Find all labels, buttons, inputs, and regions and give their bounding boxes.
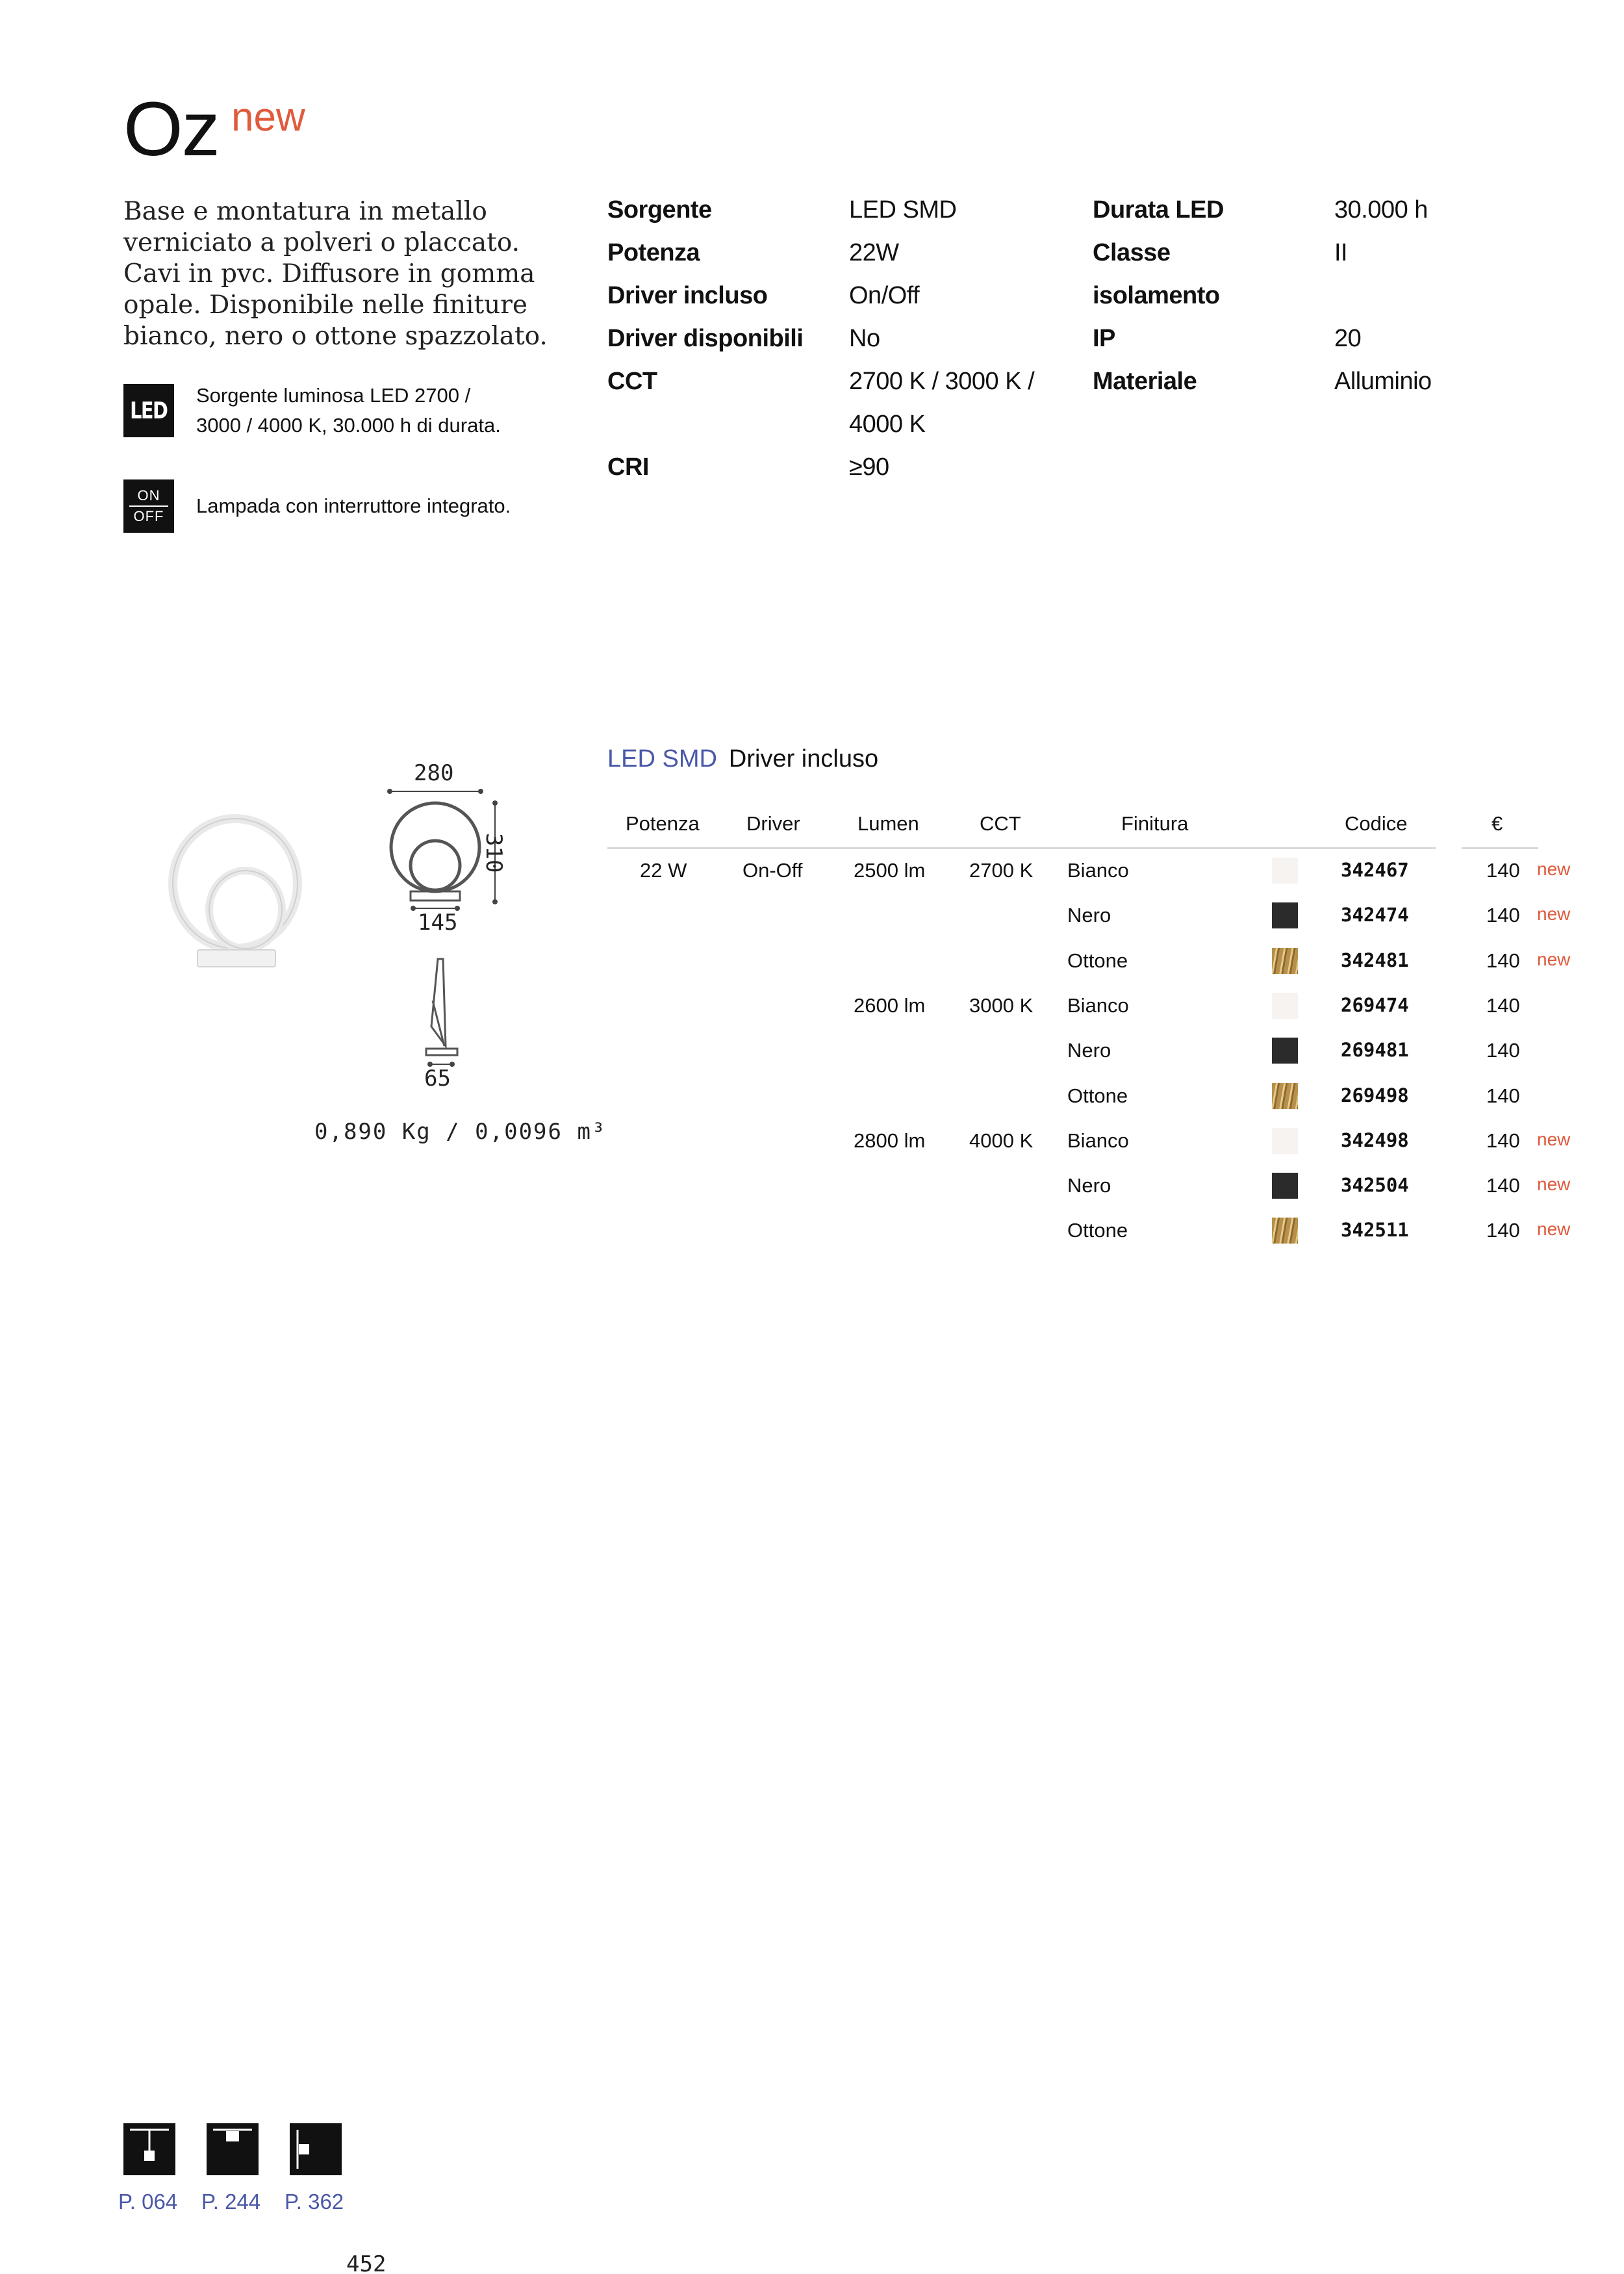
dim-width: 280 [414, 760, 454, 786]
product-title: Oz [123, 86, 219, 172]
finish-swatch-brass [1272, 1218, 1298, 1244]
spec-row: Durata LED 30.000 h [1093, 196, 1428, 224]
header-driver: Driver [746, 812, 800, 835]
cell-cct: 3000 K [969, 994, 1034, 1017]
cell-finitura: Nero [1067, 904, 1111, 926]
spec-row: Driver incluso On/Off [607, 282, 920, 309]
cell-codice: 269481 [1341, 1039, 1409, 1061]
spec-row: Potenza 22W [607, 239, 899, 266]
spec-row: Classe II [1093, 239, 1348, 266]
cell-finitura: Ottone [1067, 1084, 1128, 1107]
ceiling-lamp-icon[interactable] [207, 2123, 259, 2175]
cell-finitura: Nero [1067, 1174, 1111, 1197]
cell-lumen: 2600 lm [854, 994, 926, 1017]
cell-driver: On-Off [742, 859, 803, 882]
on-off-switch-icon: ON OFF [123, 479, 174, 533]
header-divider [607, 847, 1436, 849]
new-badge: new [1537, 859, 1571, 879]
cell-prezzo: 140 [1486, 904, 1520, 926]
cell-finitura: Ottone [1067, 1219, 1128, 1242]
page-number: 452 [346, 2251, 387, 2274]
header-cct: CCT [980, 812, 1021, 835]
header-finitura: Finitura [1121, 812, 1189, 835]
cell-cct: 4000 K [969, 1129, 1034, 1152]
table-title [607, 745, 878, 773]
pendant-lamp-icon[interactable] [123, 2123, 175, 2175]
table-title-source: LED SMD [607, 745, 717, 773]
feature-onoff [123, 479, 511, 533]
cell-codice: 342504 [1341, 1174, 1409, 1196]
cell-prezzo: 140 [1486, 994, 1520, 1017]
cell-prezzo: 140 [1486, 1219, 1520, 1242]
cell-cct: 2700 K [969, 859, 1034, 882]
dimension-drawing-side [416, 955, 468, 1072]
feature-led-text: Sorgente luminosa LED 2700 / 3000 / 4000 K, 30.000 h di durata. [196, 384, 501, 437]
cell-prezzo: 140 [1486, 859, 1520, 882]
header-codice: Codice [1345, 812, 1408, 835]
new-badge: new [1537, 949, 1571, 969]
cell-codice: 342511 [1341, 1219, 1409, 1241]
feature-onoff-text: Lampada con interruttore integrato. [196, 494, 511, 517]
finish-swatch-white [1272, 993, 1298, 1019]
weight-volume: 0,890 Kg / 0,0096 m³ [314, 1119, 607, 1145]
feature-led [123, 381, 501, 441]
new-badge: new [1537, 1174, 1571, 1194]
specs-right [1093, 188, 1576, 403]
dim-height: 310 [481, 833, 507, 873]
cell-prezzo: 140 [1486, 1174, 1520, 1197]
spec-row: CCT 2700 K / 3000 K / [607, 368, 1035, 395]
spec-row: IP 20 [1093, 325, 1362, 352]
spec-row: isolamento [1093, 282, 1220, 309]
header-prezzo: € [1491, 812, 1503, 835]
product-description: Base e montatura in metallo verniciato a polveri o placcato. Cavi in pvc. Diffusore in gomma opale. Disponibile nelle finiture bianco, nero o ottone spazzolato. [123, 197, 548, 351]
cell-finitura: Bianco [1067, 859, 1129, 882]
wall-lamp-icon[interactable] [290, 2123, 342, 2175]
finish-swatch-black [1272, 902, 1298, 928]
spec-row: Sorgente LED SMD [607, 196, 957, 224]
cell-codice: 269474 [1341, 994, 1409, 1016]
spec-row: 4000 K [849, 411, 926, 438]
finish-swatch-white [1272, 858, 1298, 884]
specs-left [607, 188, 1091, 489]
cell-prezzo: 140 [1486, 1084, 1520, 1107]
finish-swatch-black [1272, 1173, 1298, 1199]
cell-codice: 342481 [1341, 949, 1409, 971]
finish-swatch-white [1272, 1128, 1298, 1154]
nav-link-pendant[interactable]: P. 064 [118, 2190, 178, 2214]
header-lumen: Lumen [857, 812, 919, 835]
finish-swatch-black [1272, 1038, 1298, 1064]
finish-swatch-brass [1272, 948, 1298, 974]
cell-prezzo: 140 [1486, 949, 1520, 972]
table-title-driver: Driver incluso [728, 745, 879, 773]
led-icon: LED [123, 384, 174, 437]
cell-finitura: Ottone [1067, 949, 1128, 972]
dimension-drawing-front [377, 785, 572, 928]
new-badge: new [1537, 904, 1571, 924]
spec-row: CRI ≥90 [607, 454, 889, 481]
cell-prezzo: 140 [1486, 1039, 1520, 1062]
cell-finitura: Nero [1067, 1039, 1111, 1062]
new-badge: new [1537, 1219, 1571, 1239]
cell-finitura: Bianco [1067, 1129, 1129, 1152]
cell-potenza: 22 W [640, 859, 687, 882]
lamp-photo [156, 806, 325, 981]
title-new-badge: new [231, 95, 305, 140]
cell-codice: 342498 [1341, 1129, 1409, 1151]
finish-swatch-brass [1272, 1083, 1298, 1109]
dim-depth: 65 [424, 1066, 451, 1092]
cell-prezzo: 140 [1486, 1129, 1520, 1152]
cell-finitura: Bianco [1067, 994, 1129, 1017]
cell-codice: 342474 [1341, 904, 1409, 926]
dim-base: 145 [418, 910, 458, 936]
header-potenza: Potenza [626, 812, 700, 835]
header-divider-price [1462, 847, 1538, 849]
cell-lumen: 2500 lm [854, 859, 926, 882]
cell-lumen: 2800 lm [854, 1129, 926, 1152]
nav-link-ceiling[interactable]: P. 244 [201, 2190, 261, 2214]
spec-row: Driver disponibili No [607, 325, 880, 352]
cell-codice: 342467 [1341, 859, 1409, 881]
spec-row: Materiale Alluminio [1093, 368, 1432, 395]
cell-codice: 269498 [1341, 1084, 1409, 1106]
new-badge: new [1537, 1129, 1571, 1149]
nav-link-wall[interactable]: P. 362 [285, 2190, 344, 2214]
